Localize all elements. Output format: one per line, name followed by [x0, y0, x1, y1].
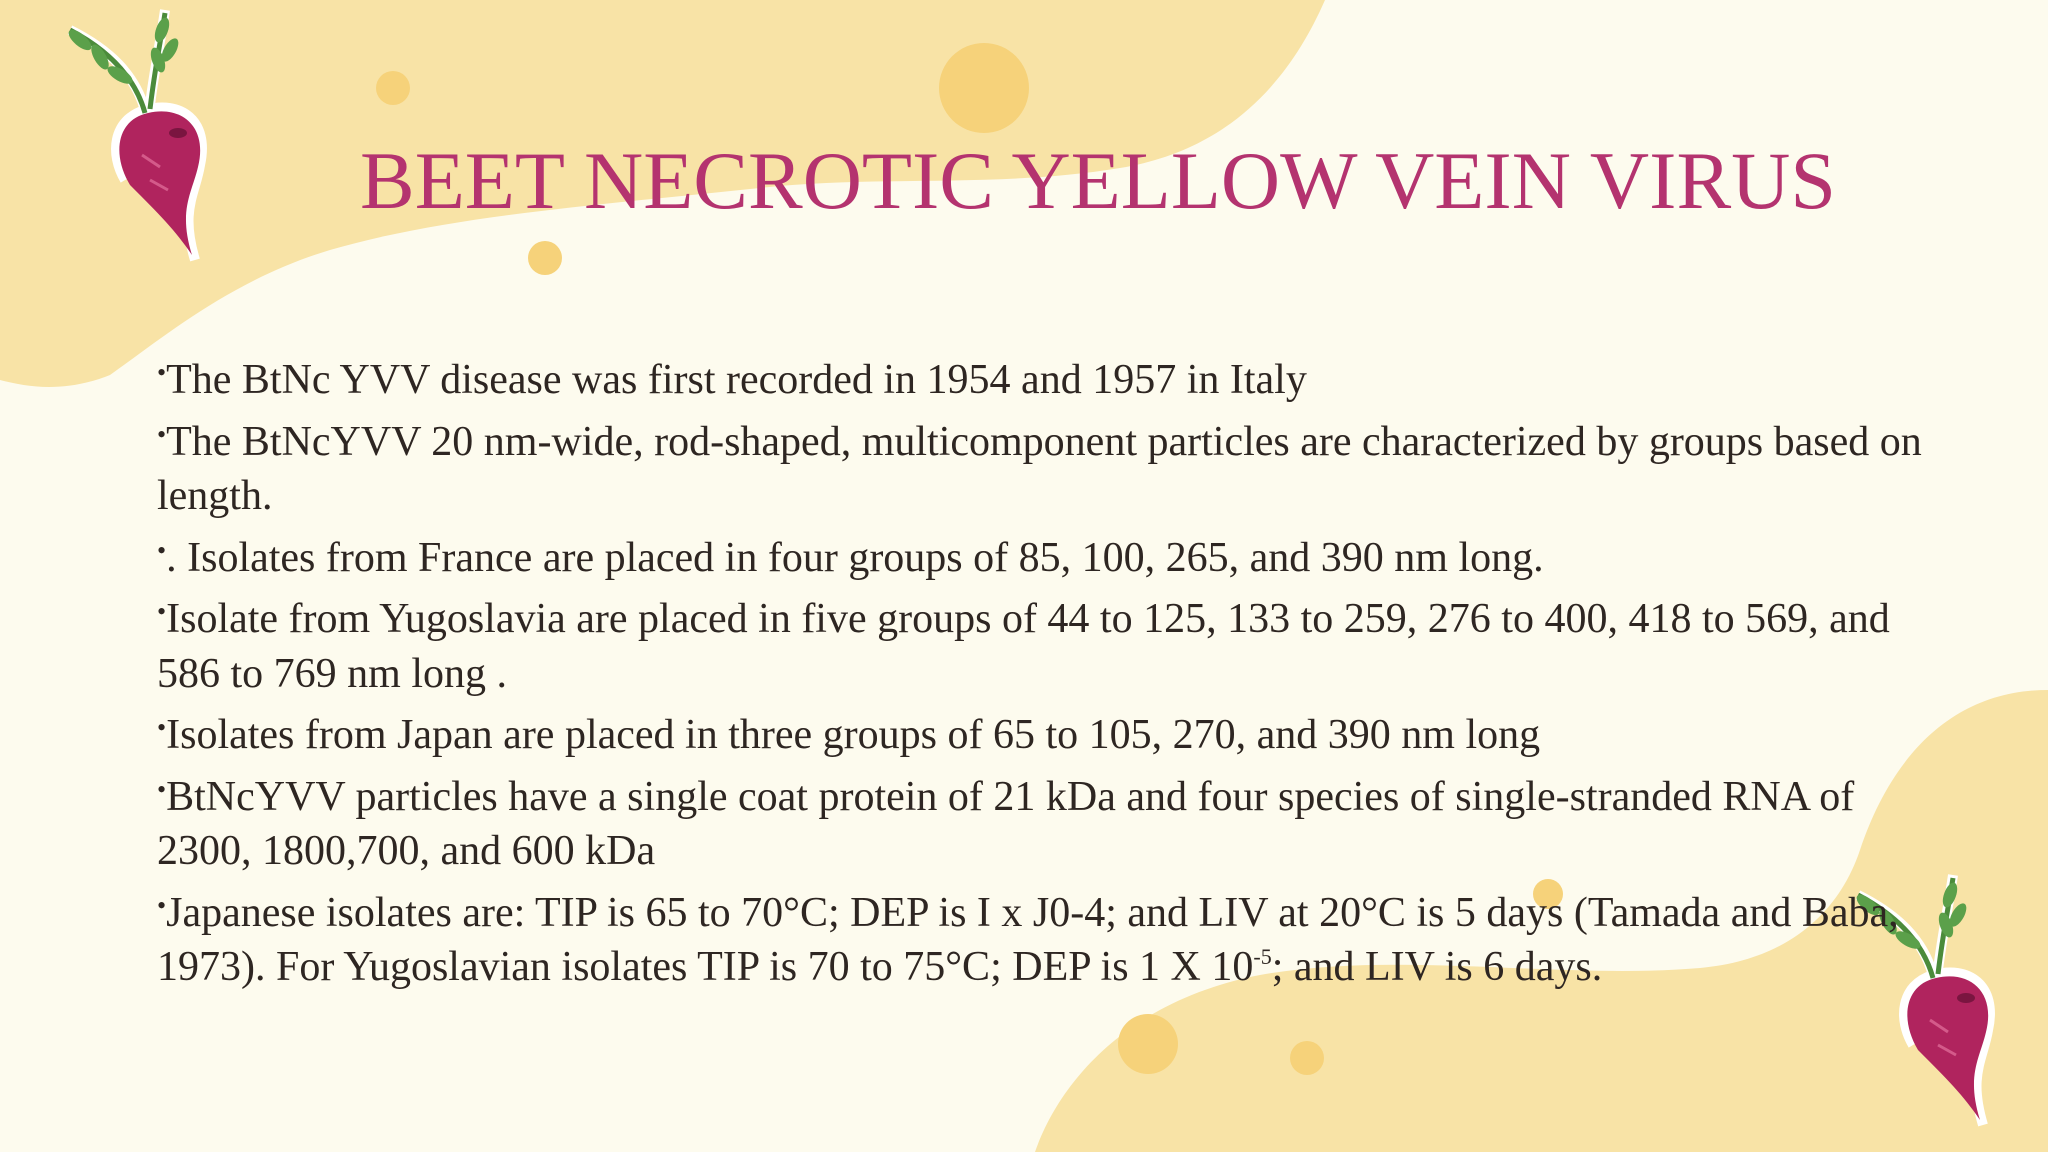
bullet-marker: •	[157, 713, 167, 742]
slide-title: BEET NECROTIC YELLOW VEIN VIRUS	[360, 135, 1836, 226]
bullet-marker: •	[157, 535, 167, 565]
bullet-text: Japanese isolates are: TIP is 65 to 70°C; DEP is I x J0-4; and LIV at 20°C is 5 days (Tamada and Baba, 1973). For Yugoslavian isolates TIP is 70 to 75°C; DEP is 1 X 10	[157, 889, 1899, 990]
dot	[376, 71, 410, 105]
bullet-item	[157, 408, 1947, 524]
bullet-text: Isolates from Japan are placed in three groups of 65 to 105, 270, and 390 nm long	[166, 712, 1541, 758]
bullet-text: ; and LIV is 6 days.	[1271, 944, 1603, 990]
dot	[1290, 1041, 1324, 1075]
dot	[1118, 1014, 1178, 1074]
bullet-marker: •	[157, 774, 167, 804]
bullet-marker: •	[157, 419, 167, 449]
bullet-item	[157, 585, 1947, 701]
superscript: -5	[1253, 944, 1272, 969]
beet-icon	[50, 5, 220, 270]
bullet-text: The BtNc YVV disease was first recorded in 1954 and 1957 in Italy	[166, 357, 1307, 403]
bullet-item	[157, 763, 1947, 879]
bullet-text: The BtNcYVV 20 nm-wide, rod-shaped, multicomponent particles are characterized by groups based on length.	[157, 418, 1922, 519]
bullet-item	[157, 879, 1947, 995]
bullet-text: Isolate from Yugoslavia are placed in five groups of 44 to 125, 133 to 259, 276 to 400, 418 to 569, and 586 to 769 nm long .	[157, 596, 1890, 697]
bullet-marker: •	[157, 890, 167, 920]
bullet-marker: •	[157, 358, 167, 387]
bullet-list	[157, 346, 1947, 995]
bullet-marker: •	[157, 597, 167, 626]
bullet-item	[157, 524, 1947, 586]
bullet-text: . Isolates from France are placed in four groups of 85, 100, 265, and 390 nm long.	[166, 534, 1544, 581]
bullet-item	[157, 701, 1947, 763]
dot	[528, 241, 562, 275]
bullet-item	[157, 346, 1947, 408]
dot	[939, 43, 1029, 133]
bullet-text: BtNcYVV particles have a single coat protein of 21 kDa and four species of single-stranded RNA of 2300, 1800,700, and 600 kDa	[157, 773, 1855, 874]
